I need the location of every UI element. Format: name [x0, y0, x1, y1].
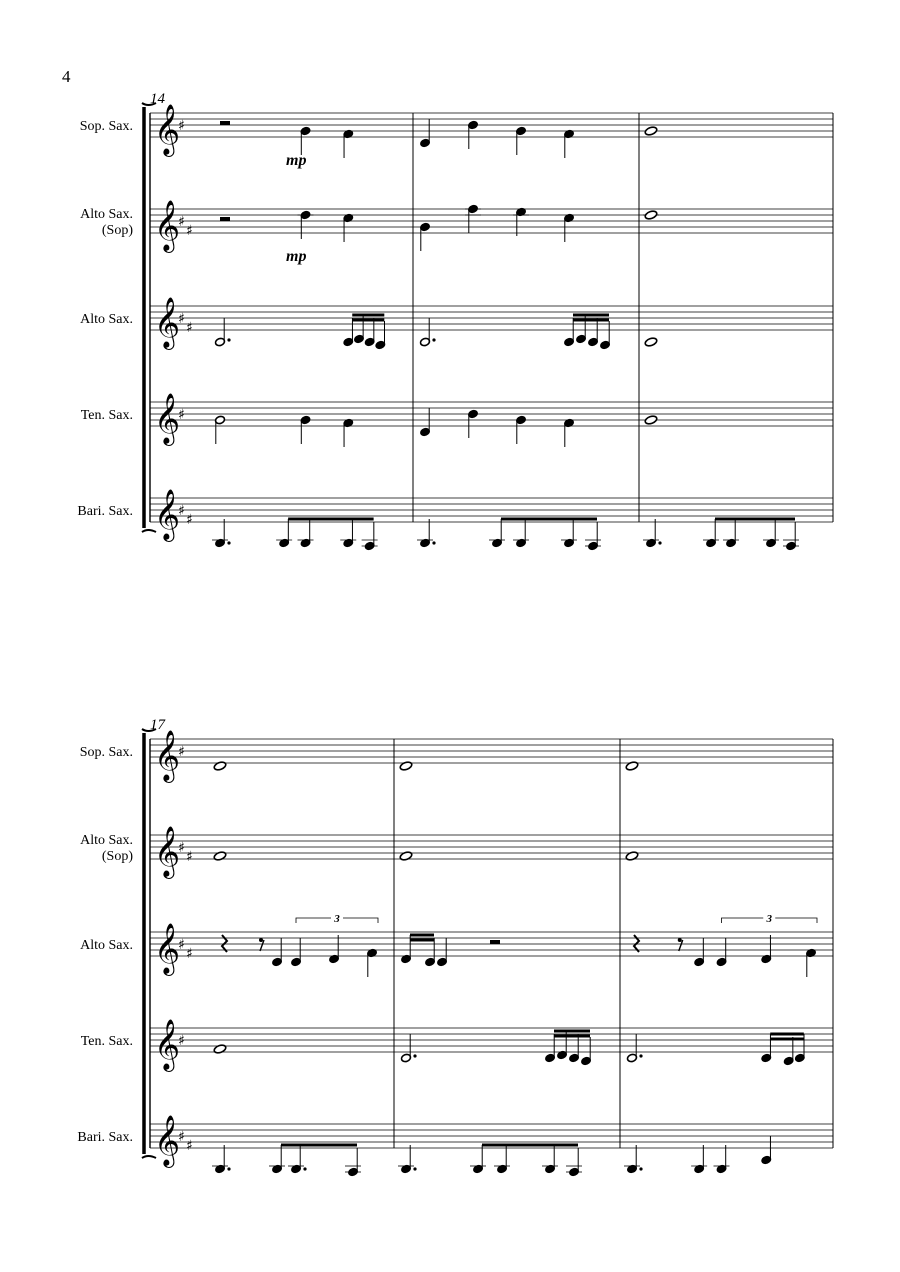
instrument-label: Sop. Sax.	[79, 119, 133, 134]
augmentation-dot	[413, 1167, 416, 1170]
eighth-rest-dot	[678, 938, 682, 942]
page-number: 4	[62, 67, 71, 86]
sharp-icon: ♯	[186, 849, 193, 865]
tuplet-number: 3	[334, 913, 340, 925]
notehead	[644, 210, 658, 220]
systems	[77, 91, 833, 1177]
instrument-label: Bari. Sax.	[77, 504, 133, 519]
augmentation-dot	[658, 541, 661, 544]
notehead	[644, 126, 658, 136]
sharp-icon: ♯	[186, 512, 193, 528]
treble-clef-icon: 𝄞	[154, 826, 181, 877]
augmentation-dot	[432, 338, 435, 341]
instrument-label: Sop. Sax.	[79, 745, 133, 760]
treble-clef-icon: 𝄞	[154, 1019, 181, 1070]
instrument-label: Bari. Sax.	[77, 1130, 133, 1145]
treble-clef-icon: 𝄞	[154, 393, 181, 444]
notehead	[644, 415, 658, 425]
notehead	[644, 337, 658, 347]
eighth-rest-dot	[259, 938, 263, 942]
sharp-icon: ♯	[178, 118, 185, 134]
quarter-rest-icon	[634, 935, 639, 952]
notehead	[399, 851, 413, 861]
half-rest-icon	[490, 940, 500, 944]
treble-clef-icon: 𝄞	[154, 730, 181, 781]
system	[77, 91, 833, 551]
augmentation-dot	[413, 1054, 416, 1057]
quarter-rest-icon	[222, 935, 227, 952]
system	[77, 717, 833, 1177]
treble-clef-icon: 𝄞	[154, 297, 181, 348]
staff	[80, 104, 833, 169]
instrument-label: Alto Sax.	[80, 938, 133, 953]
notehead	[399, 761, 413, 771]
staff	[80, 730, 833, 783]
instrument-label: Alto Sax.	[80, 312, 133, 327]
sharp-icon: ♯	[186, 223, 193, 239]
half-rest-icon	[220, 217, 230, 221]
instrument-label: Ten. Sax.	[80, 408, 133, 423]
sharp-icon: ♯	[186, 1138, 193, 1154]
sharp-icon: ♯	[178, 840, 185, 856]
sharp-icon: ♯	[178, 503, 185, 519]
staff	[81, 1019, 833, 1072]
augmentation-dot	[303, 1167, 306, 1170]
notehead	[625, 761, 639, 771]
measure-number: 14	[150, 91, 165, 107]
notehead	[213, 761, 227, 771]
staff	[77, 1115, 833, 1177]
notehead	[213, 1044, 227, 1054]
treble-clef-icon: 𝄞	[154, 923, 181, 974]
augmentation-dot	[639, 1054, 642, 1057]
augmentation-dot	[432, 541, 435, 544]
treble-clef-icon: 𝄞	[154, 104, 181, 155]
staff	[80, 912, 833, 977]
instrument-label: (Sop)	[101, 223, 133, 238]
notehead	[625, 851, 639, 861]
instrument-label: Alto Sax.	[80, 833, 133, 848]
sharp-icon: ♯	[178, 937, 185, 953]
instrument-label: Ten. Sax.	[80, 1034, 133, 1049]
tuplet-number: 3	[766, 913, 772, 925]
sharp-icon: ♯	[186, 946, 193, 962]
sharp-icon: ♯	[186, 320, 193, 336]
staff	[77, 489, 833, 551]
sharp-icon: ♯	[178, 407, 185, 423]
treble-clef-icon: 𝄞	[154, 1115, 181, 1166]
staff	[80, 297, 833, 350]
notehead	[213, 851, 227, 861]
instrument-label: (Sop)	[101, 849, 133, 864]
treble-clef-icon: 𝄞	[154, 200, 181, 251]
measure-number: 17	[150, 717, 165, 733]
staff	[81, 393, 833, 447]
staff	[80, 826, 833, 879]
sharp-icon: ♯	[178, 311, 185, 327]
dynamic-marking: mp	[286, 248, 307, 265]
augmentation-dot	[227, 338, 230, 341]
sharp-icon: ♯	[178, 214, 185, 230]
augmentation-dot	[639, 1167, 642, 1170]
augmentation-dot	[227, 541, 230, 544]
augmentation-dot	[227, 1167, 230, 1170]
treble-clef-icon: 𝄞	[154, 489, 181, 540]
sharp-icon: ♯	[178, 1033, 185, 1049]
half-rest-icon	[220, 121, 230, 125]
dynamic-marking: mp	[286, 152, 307, 169]
instrument-label: Alto Sax.	[80, 207, 133, 222]
sharp-icon: ♯	[178, 744, 185, 760]
staff	[80, 200, 833, 265]
sharp-icon: ♯	[178, 1129, 185, 1145]
